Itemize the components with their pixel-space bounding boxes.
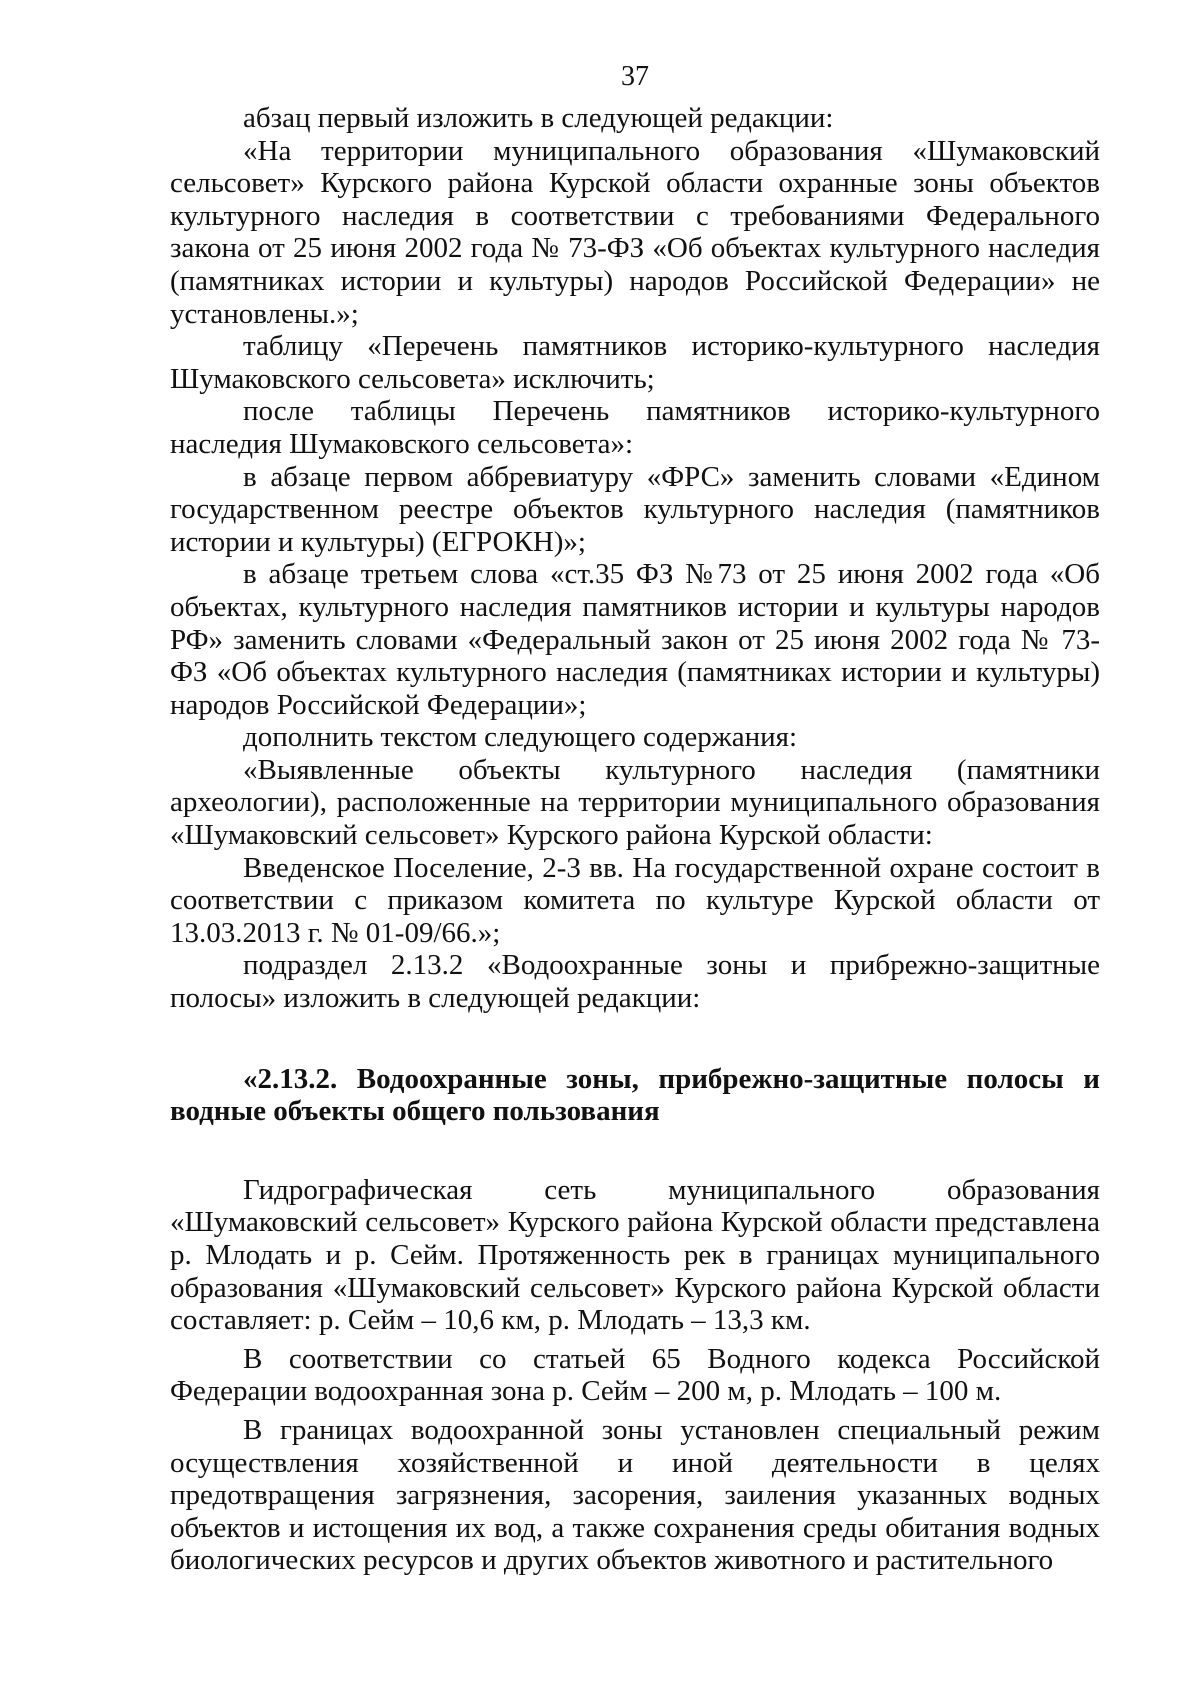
paragraph-10: подраздел 2.13.2 «Водоохранные зоны и прибрежно-защитные полосы» изложить в следующей редакции:: [170, 949, 1100, 1015]
paragraph-3: таблицу «Перечень памятников историко-культурного наследия Шумаковского сельсовета» исключить;: [170, 330, 1100, 395]
section-paragraph-1: Гидрографическая сеть муниципального образования «Шумаковский сельсовет» Курского района Курской области представлена р. Млодать и р. Сейм. Протяженность рек в границах муниципального образования «Шумаковский сельсовет» Курского района Курской области составляет: р. Сейм – 10,6 км, р. Млодать – 13,3 км.: [170, 1173, 1100, 1337]
paragraph-6: в абзаце третьем слова «ст.35 ФЗ №73 от 25 июня 2002 года «Об объектах, культурного наследия памятников истории и культуры народов РФ» заменить словами «Федеральный закон от 25 июня 2002 года № 73-ФЗ «Об объектах культурного наследия (памятниках истории и культуры) народов Российской Федерации»;: [170, 558, 1100, 721]
paragraph-1: абзац первый изложить в следующей редакции:: [243, 102, 834, 134]
paragraph-2: «На территории муниципального образования «Шумаковский сельсовет» Курского района Курской области охранные зоны объектов культурного наследия в соответствии с требованиями Федерального закона от 25 июня 2002 года № 73-ФЗ «Об объектах культурного наследия (памятниках истории и культуры) народов Российской Федерации» не установлены.»;: [170, 134, 1100, 330]
page-number: 37: [621, 61, 649, 92]
paragraph-8: «Выявленные объекты культурного наследия (памятники археологии), расположенные на территории муниципального образования «Шумаковский сельсовет» Курского района Курской области:: [170, 753, 1100, 852]
section-heading: «2.13.2. Водоохранные зоны, прибрежно-защитные полосы и водные объекты общего пользования: [170, 1062, 1100, 1128]
paragraph-9: Введенское Поселение, 2-3 вв. На государственной охране состоит в соответствии с приказом комитета по культуре Курской области от 13.03.2013 г. № 01-09/66.»;: [170, 851, 1100, 949]
section-paragraph-3: В границах водоохранной зоны установлен специальный режим осуществления хозяйственной и иной деятельности в целях предотвращения загрязнения, засорения, заиления указанных водных объектов и истощения их вод, а также сохранения среды обитания водных биологических ресурсов и других объектов животного и растительного: [170, 1413, 1100, 1577]
paragraph-4: после таблицы Перечень памятников историко-культурного наследия Шумаковского сельсовета»:: [170, 395, 1100, 460]
paragraph-7: дополнить текстом следующего содержания:: [243, 721, 798, 754]
paragraph-5: в абзаце первом аббревиатуру «ФРС» заменить словами «Едином государственном реестре объектов культурного наследия (памятников истории и культуры) (ЕГРОКН)»;: [170, 460, 1100, 558]
document-body: [170, 102, 1100, 1577]
section-paragraph-2: В соответствии со статьей 65 Водного кодекса Российской Федерации водоохранная зона р. Сейм – 200 м, р. Млодать – 100 м.: [170, 1342, 1100, 1408]
